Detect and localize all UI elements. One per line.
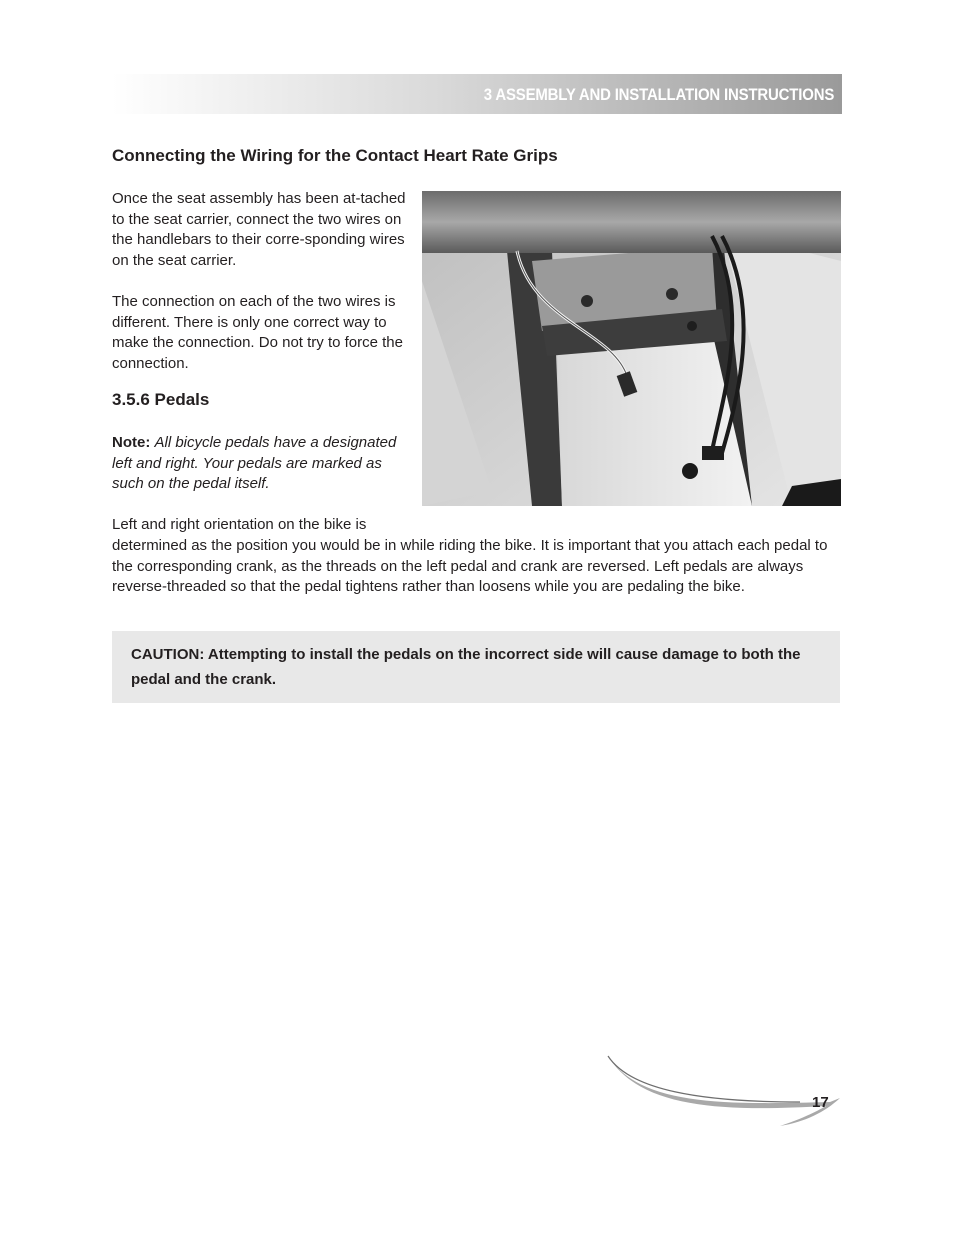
pedals-paragraph-rest: determined as the position you would be in while riding the bike. It is important that you attach each pedal to the corresponding crank, as the threads on the left pedal and crank are reversed. Left pedals are always reverse-threaded so that the pedal tightens rather than loosens while you are pedaling the bike. — [112, 537, 828, 595]
caution-text: CAUTION: Attempting to install the pedals on the incorrect side will cause damage to both the pedal and the crank. — [131, 646, 801, 688]
pedals-paragraph-line1: Left and right orientation on the bike is — [112, 516, 367, 533]
pedals-note — [112, 433, 412, 495]
caution-box — [112, 631, 840, 703]
wiring-paragraph-2: The connection on each of the two wires is different. There is only one correct way to make the connection. Do not try to force the connection. — [112, 293, 403, 372]
note-text: All bicycle pedals have a designated left and right. Your pedals are marked as such on the pedal itself. — [112, 434, 397, 492]
footer-swoosh-graphic — [600, 1050, 845, 1130]
seat-carrier-wiring-photo — [422, 191, 841, 506]
wiring-section-title: Connecting the Wiring for the Contact Heart Rate Grips — [112, 146, 558, 165]
wiring-paragraph-1: Once the seat assembly has been at-tached to the seat carrier, connect the two wires on the handlebars to their corre-sponding wires on the seat carrier. — [112, 190, 406, 269]
section-header-title: 3 ASSEMBLY AND INSTALLATION INSTRUCTIONS — [483, 85, 834, 104]
note-label: Note: — [112, 434, 151, 451]
pedals-section-title: 3.5.6 Pedals — [112, 390, 210, 409]
page-number: 17 — [812, 1094, 829, 1111]
photo-illustration — [422, 191, 841, 506]
section-header-bar — [112, 74, 842, 114]
